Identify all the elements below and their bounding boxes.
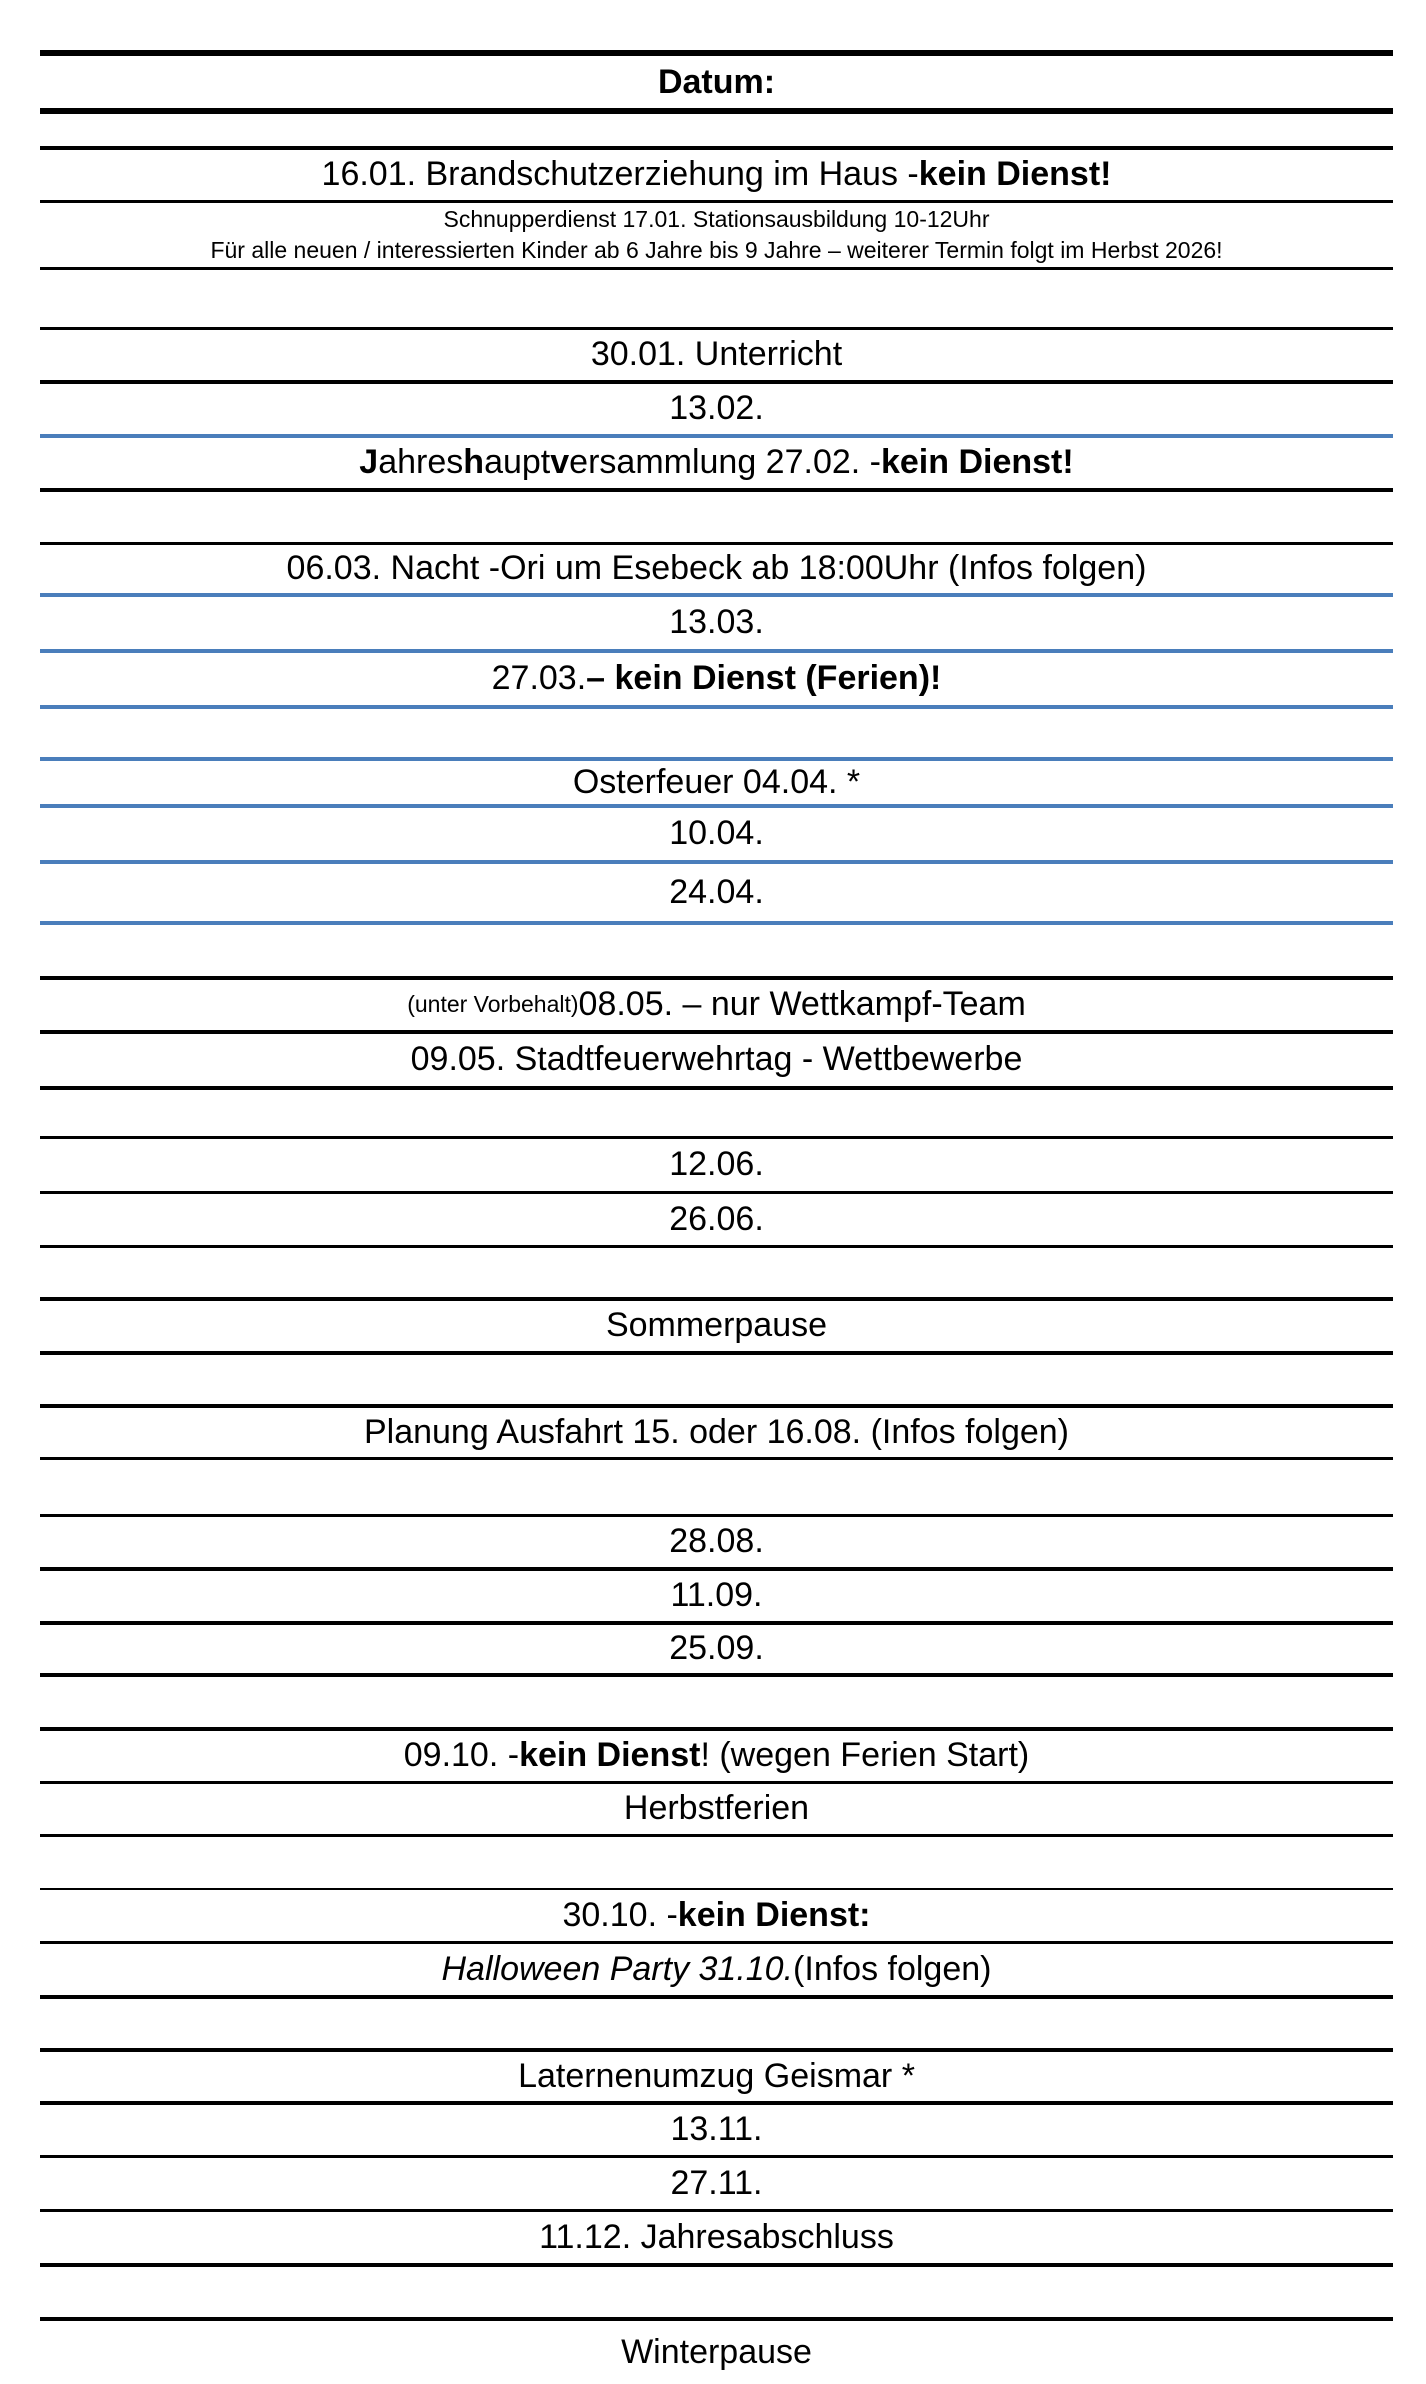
table-row [40,1517,1393,1571]
event-text-run: 10.04. [669,814,764,853]
event-text-run: kein Dienst: [677,1895,871,1934]
spacer-row [40,1837,1393,1890]
event-text-run: 27.03. [491,659,587,698]
table-row [40,384,1393,438]
table-row [40,203,1393,270]
event-text-run: kein Dienst! [918,155,1112,194]
spacer-row [40,1090,1393,1139]
spacer-row [40,1677,1393,1731]
table-row [40,1944,1393,1999]
spacer-row [40,1248,1393,1301]
event-text-run: 27.11. [670,2163,763,2202]
event-text-run: 13.03. [669,603,764,642]
note-line: Für alle neuen / interessierten Kinder ab 6 Jahre bis 9 Jahre – weiterer Termin folgt im Herbst 2026! [210,237,1223,263]
spacer-row [40,709,1393,761]
table-row [40,2321,1393,2384]
event-text-run: kein Dienst [519,1736,701,1775]
table-row [40,980,1393,1034]
event-text-run: 16.01. Brandschutzerziehung im Haus - [321,155,919,194]
event-text-run: 08.05. – nur Wettkampf-Team [578,985,1026,1024]
event-text-run: 13.02. [669,389,764,428]
event-text-run: aupt [484,443,551,482]
event-text-run: 11.09. [670,1576,763,1615]
event-text-run: Sommerpause [605,1306,828,1345]
table-row [40,438,1393,492]
spacer-row [40,1999,1393,2052]
table-row [40,1731,1393,1784]
spacer-row [40,1460,1393,1517]
table-row [40,1571,1393,1625]
table-row [40,808,1393,864]
event-text-run: 11.12. Jahresabschluss [539,2217,894,2256]
table-row [40,2052,1393,2105]
table-row [40,2158,1393,2212]
table-row [40,1890,1393,1944]
event-text-run: v [550,443,570,482]
event-text-run: – kein Dienst (Ferien)! [586,659,942,698]
event-text-run: 30.10. - [562,1895,678,1934]
header-row [40,56,1393,114]
table-row [40,1139,1393,1194]
event-text-run: (Infos folgen) [793,1949,992,1988]
page-title: Datum: [657,62,776,101]
event-text-run: ! (wegen Ferien Start) [700,1736,1030,1775]
spacer-row [40,925,1393,980]
table-row [40,761,1393,808]
event-text-run: 28.08. [669,1522,764,1561]
spacer-row [40,114,1393,150]
table-row [40,1034,1393,1090]
table-row [40,597,1393,653]
event-text-run: Halloween Party 31.10. [441,1949,794,1988]
table-row [40,864,1393,925]
event-text-run: Planung Ausfahrt 15. oder 16.08. (Infos folgen) [363,1412,1070,1451]
table-row [40,150,1393,203]
event-text-run: J [359,443,379,482]
event-text-run: kein Dienst! [880,443,1074,482]
event-text-run: 13.11. [670,2110,763,2149]
table-row [40,1301,1393,1355]
event-text-run: 09.05. Stadtfeuerwehrtag - Wettbewerbe [410,1040,1023,1079]
table-row [40,330,1393,384]
event-text-run: 24.04. [669,872,764,911]
spacer-row [40,1355,1393,1408]
table-row [40,545,1393,597]
event-text-run: Osterfeuer 04.04. * [572,762,861,801]
event-text-run: (unter Vorbehalt) [407,991,579,1018]
event-text-run: 12.06. [669,1145,764,1184]
spacer-row [40,2267,1393,2321]
event-text-run: 30.01. Unterricht [590,335,843,374]
event-text-run: ahres [378,443,464,482]
event-text-run: Winterpause [621,2332,812,2371]
table-row [40,653,1393,709]
spacer-row [40,270,1393,330]
table-row [40,1408,1393,1460]
event-text-run: Herbstferien [623,1789,810,1828]
note-line: Schnupperdienst 17.01. Stationsausbildung 10-12Uhr [443,206,990,232]
event-text-run: 25.09. [669,1629,764,1668]
table-row [40,1194,1393,1248]
event-text-run: 06.03. Nacht -Ori um Esebeck ab 18:00Uhr (Infos folgen) [286,549,1147,588]
event-text-run: h [463,443,485,482]
table-row [40,2105,1393,2158]
schedule-table [40,50,1393,2384]
table-row [40,1625,1393,1677]
event-text-run: 09.10. - [403,1736,520,1775]
spacer-row [40,492,1393,545]
event-text-run: 26.06. [669,1199,764,1238]
table-row [40,1784,1393,1837]
event-text-run: Laternenumzug Geismar * [518,2056,915,2095]
event-text-run: ersammlung 27.02. - [569,443,881,482]
table-row [40,2212,1393,2267]
